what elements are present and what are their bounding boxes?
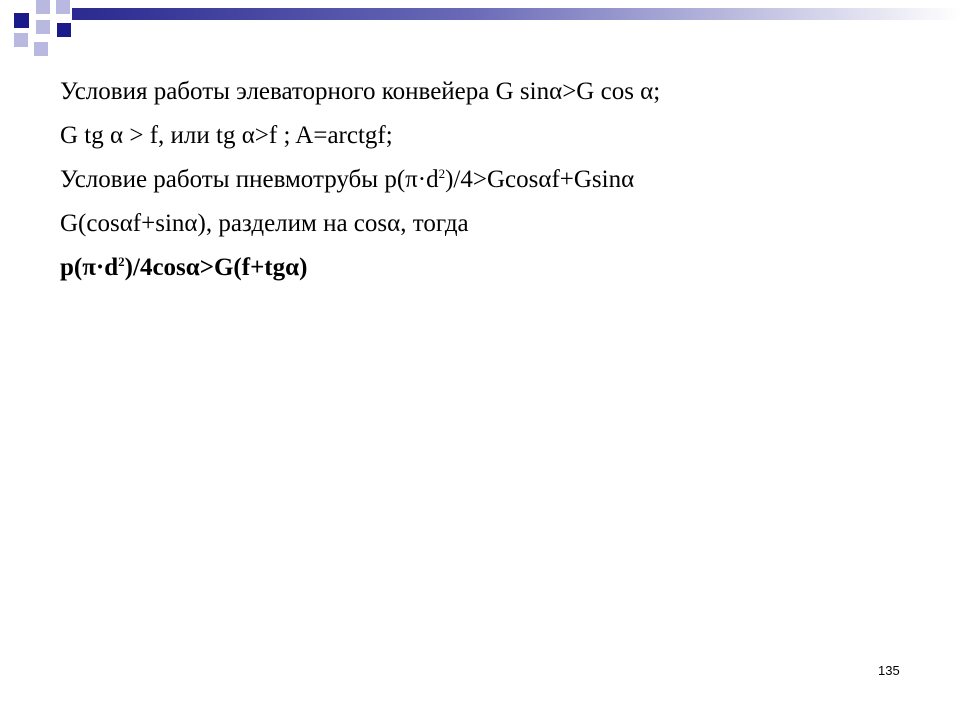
deco-square-light bbox=[56, 0, 70, 14]
text-segment: G(cosαf+sinα), разделим на cosα, тогда bbox=[60, 210, 469, 237]
deco-square-light bbox=[34, 42, 48, 56]
header-gradient-band bbox=[72, 8, 960, 20]
text-segment: p(π·d bbox=[60, 254, 119, 281]
text-line bbox=[60, 246, 920, 290]
superscript: 2 bbox=[118, 254, 125, 269]
deco-square-light bbox=[36, 20, 50, 34]
text-segment: )/4cosα>G(f+tgα) bbox=[124, 254, 308, 281]
slide-body bbox=[60, 70, 920, 290]
superscript: 2 bbox=[438, 166, 446, 181]
text-segment: Условия работы элеваторного конвейера G sinα>G cos α; bbox=[60, 78, 661, 105]
page-number: 135 bbox=[878, 663, 900, 678]
deco-square-dark bbox=[57, 23, 71, 37]
text-line bbox=[60, 158, 920, 202]
text-line bbox=[60, 202, 920, 246]
text-segment: )/4>Gcosαf+Gsinα bbox=[445, 166, 635, 193]
deco-square-light bbox=[36, 0, 50, 14]
deco-square-light bbox=[14, 33, 28, 47]
deco-square-dark bbox=[14, 13, 29, 28]
text-segment: Условие работы пневмотрубы p(π·d bbox=[60, 166, 439, 193]
text-line bbox=[60, 114, 920, 158]
text-line bbox=[60, 70, 920, 114]
text-segment: G tg α > f, или tg α>f ; A=arctgf; bbox=[60, 122, 393, 149]
decorative-corner-banner bbox=[0, 0, 960, 60]
